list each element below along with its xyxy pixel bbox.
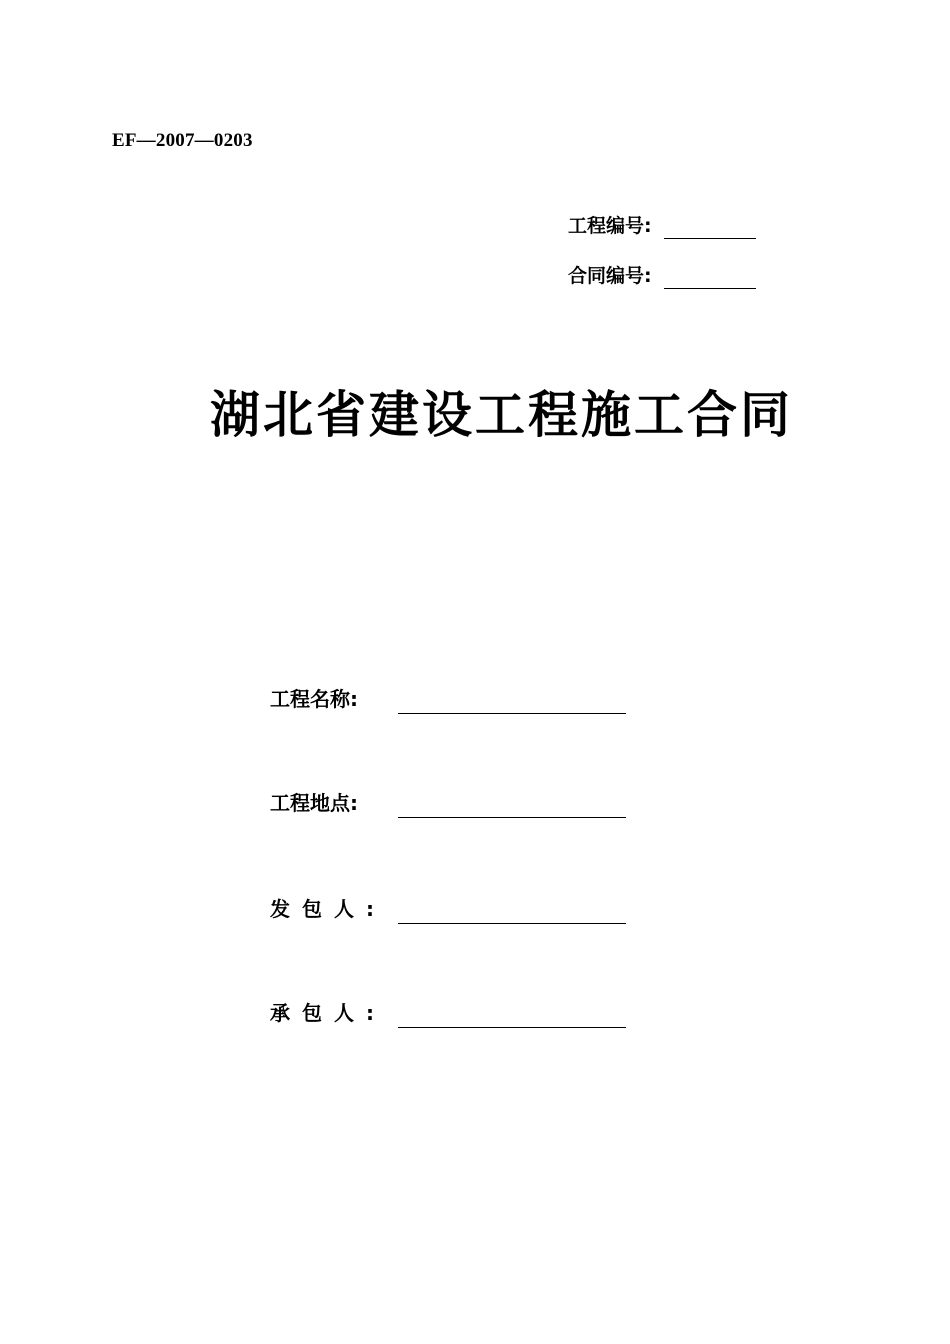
project-number-field[interactable] <box>664 218 756 239</box>
document-code: EF—2007—0203 <box>112 130 253 151</box>
contractor-row <box>270 998 626 1028</box>
contractor-label: 承包人: <box>270 1001 386 1025</box>
project-location-label: 工程地点: <box>270 791 358 815</box>
project-name-field[interactable] <box>398 691 626 714</box>
project-number-row <box>568 213 756 239</box>
contract-number-field[interactable] <box>664 268 756 289</box>
page-title: 湖北省建设工程施工合同 <box>210 385 793 444</box>
contractor-field[interactable] <box>398 1005 626 1028</box>
employer-field[interactable] <box>398 901 626 924</box>
project-name-row <box>270 684 626 714</box>
employer-label: 发包人: <box>270 897 386 921</box>
project-location-field[interactable] <box>398 795 626 818</box>
contract-number-label: 合同编号: <box>568 265 652 287</box>
project-name-label: 工程名称: <box>270 687 358 711</box>
project-number-label: 工程编号: <box>568 215 652 237</box>
contract-number-row <box>568 263 756 289</box>
employer-row <box>270 894 626 924</box>
project-location-row <box>270 788 626 818</box>
